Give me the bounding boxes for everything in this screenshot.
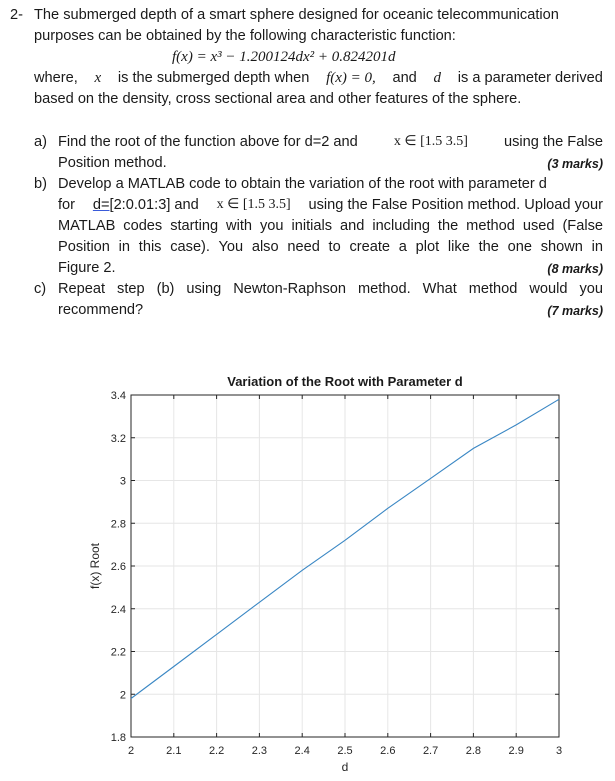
var-x: x bbox=[94, 70, 102, 86]
y-tick-label: 2.8 bbox=[110, 518, 126, 531]
y-tick-label: 2.6 bbox=[110, 561, 126, 573]
part-b-line4: Position in this case). You also need to create a plot like the one shown in bbox=[58, 239, 603, 255]
x-tick-label: 2.7 bbox=[422, 745, 439, 757]
x-tick-label: 2.2 bbox=[208, 745, 225, 757]
x-tick-label: 2.9 bbox=[508, 745, 524, 757]
x-tick-label: 2.4 bbox=[294, 745, 310, 757]
part-a-marks: (3 marks) bbox=[547, 157, 603, 171]
where-text-b: is the submerged depth when bbox=[117, 70, 310, 86]
part-a-text-b: using the False bbox=[504, 134, 603, 150]
y-tick-label: 2.4 bbox=[110, 603, 126, 616]
part-c-label: c) bbox=[34, 281, 47, 297]
part-b-line3: MATLAB codes starting with you initials and including the method used (False bbox=[58, 218, 603, 234]
x-tick-label: 3 bbox=[555, 745, 563, 757]
where-text-c: and bbox=[392, 70, 417, 86]
chart-title: Variation of the Root with Parameter d bbox=[227, 374, 463, 389]
part-b-text-b: [2:0.01:3] and bbox=[109, 197, 199, 213]
y-axis-label: f(x) Root bbox=[88, 542, 102, 590]
fx-zero: f(x) = 0, bbox=[326, 70, 376, 86]
y-tick-label: 3.2 bbox=[110, 432, 126, 445]
question-intro-line1: The submerged depth of a smart sphere designed for oceanic telecommunication bbox=[34, 7, 559, 23]
where-text-e: is a parameter derived bbox=[457, 70, 603, 86]
chart-grid bbox=[131, 395, 559, 737]
part-b-text-a: for bbox=[58, 197, 76, 213]
part-c-line2: recommend? bbox=[58, 302, 144, 318]
x-axis-label: d bbox=[341, 760, 349, 774]
part-b-marks: (8 marks) bbox=[547, 262, 603, 276]
y-tick-label: 3.4 bbox=[110, 390, 126, 402]
part-b-line5: Figure 2. bbox=[58, 260, 116, 276]
part-a-label: a) bbox=[34, 134, 47, 150]
var-d: d bbox=[433, 70, 442, 86]
question-intro-line2: purposes can be obtained by the following characteristic function: bbox=[34, 28, 456, 44]
part-b-interval: x ∈ [1.5 3.5] bbox=[216, 197, 291, 212]
y-tick-label: 2 bbox=[119, 689, 126, 702]
d-link[interactable]: d= bbox=[92, 197, 110, 213]
part-c-marks: (7 marks) bbox=[547, 304, 603, 318]
chart-ticks bbox=[111, 390, 562, 757]
x-tick-label: 2.5 bbox=[337, 745, 353, 757]
where-line2: based on the density, cross sectional area and other features of the sphere. bbox=[34, 91, 522, 107]
part-c-line1: Repeat step (b) using Newton-Raphson method. What method would you bbox=[58, 281, 603, 297]
x-tick-label: 2.6 bbox=[380, 745, 396, 757]
y-tick-label: 2.2 bbox=[110, 646, 126, 659]
x-tick-label: 2.3 bbox=[251, 745, 268, 757]
x-tick-label: 2.1 bbox=[166, 745, 182, 757]
part-a-line2: Position method. bbox=[58, 155, 167, 171]
characteristic-equation: f(x) = x³ − 1.200124dx² + 0.824201d bbox=[172, 49, 396, 65]
part-b-label: b) bbox=[34, 176, 47, 192]
part-b-text-c: using the False Position method. Upload your bbox=[308, 197, 603, 213]
y-tick-label: 1.8 bbox=[110, 732, 126, 744]
part-a-interval: x ∈ [1.5 3.5] bbox=[393, 134, 468, 149]
y-tick-label: 3 bbox=[119, 475, 126, 488]
part-a-text-a: Find the root of the function above for d=2 and bbox=[58, 134, 358, 150]
where-text-a: where, bbox=[34, 70, 78, 86]
x-tick-label: 2 bbox=[127, 745, 135, 757]
question-number: 2- bbox=[10, 7, 23, 23]
x-tick-label: 2.8 bbox=[465, 745, 482, 757]
part-b-line1: Develop a MATLAB code to obtain the variation of the root with parameter d bbox=[58, 176, 547, 192]
